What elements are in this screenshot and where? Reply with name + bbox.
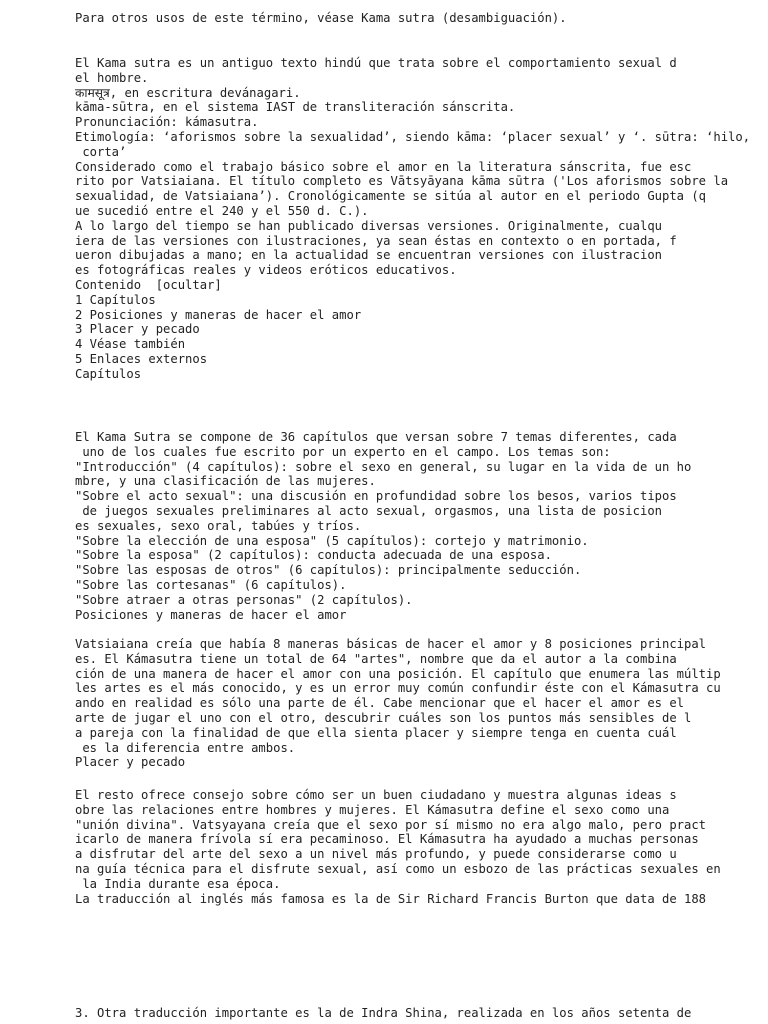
text-line: El Kama Sutra se compone de 36 capítulos que versan sobre 7 temas diferentes, cada bbox=[75, 430, 677, 444]
text-line: es sexuales, sexo oral, tabúes y tríos. bbox=[75, 518, 362, 533]
text-line: "Sobre la elección de una esposa" (5 capítulos): cortejo y matrimonio. bbox=[75, 533, 589, 548]
text-line: de juegos sexuales preliminares al acto sexual, orgasmos, una lista de posicion bbox=[75, 503, 662, 518]
text-line: "unión divina". Vatsyayana creía que el sexo por sí mismo no era algo malo, pero pract bbox=[75, 817, 707, 832]
toc-item[interactable]: 3 Placer y pecado bbox=[75, 322, 200, 337]
text-line: Para otros usos de este término, véase Kama sutra (desambiguación). bbox=[75, 11, 567, 25]
text-line: "Sobre las esposas de otros" (6 capítulos): principalmente seducción. bbox=[75, 563, 582, 578]
text-line: a pareja con la finalidad de que ella sienta placer y siempre tenga en cuenta cuál bbox=[75, 725, 677, 740]
text-line: es la diferencia entre ambos. bbox=[75, 740, 296, 755]
toc-item[interactable]: 4 Véase también bbox=[75, 337, 186, 352]
text-line: sexualidad, de Vatsiaiana’). Cronológicamente se sitúa al autor en el periodo Gupta (q bbox=[75, 189, 707, 204]
intro-section bbox=[75, 56, 765, 382]
text-line: obre las relaciones entre hombres y mujeres. El Kámasutra define el sexo como una bbox=[75, 802, 670, 817]
section-heading: Placer y pecado bbox=[75, 755, 186, 770]
text-line: "Sobre el acto sexual": una discusión en profundidad sobre los besos, varios tipos bbox=[75, 489, 677, 504]
text-line: les artes es el más conocido, y es un error muy común confundir éste con el Kámasutra cu bbox=[75, 681, 721, 696]
text-line: ción de una manera de hacer el amor con una posición. El capítulo que enumera las múltip bbox=[75, 666, 721, 681]
toc-item[interactable]: 2 Posiciones y maneras de hacer el amor bbox=[75, 307, 362, 322]
text-line: mbre, y una clasificación de las mujeres. bbox=[75, 474, 376, 489]
text-line: कामसूत्र, en escritura devánagari. bbox=[75, 85, 301, 100]
toc-item[interactable]: 1 Capítulos bbox=[75, 292, 156, 307]
footer-fragment bbox=[75, 1006, 765, 1021]
text-line: El resto ofrece consejo sobre cómo ser un buen ciudadano y muestra algunas ideas s bbox=[75, 788, 677, 802]
toc-heading[interactable]: Contenido [ocultar] bbox=[75, 277, 222, 292]
pleasure-section bbox=[75, 788, 765, 906]
section-heading: Posiciones y maneras de hacer el amor bbox=[75, 607, 347, 622]
text-line: 3. Otra traducción importante es la de Indra Shina, realizada en los años setenta de bbox=[75, 1006, 692, 1020]
text-line: "Sobre las cortesanas" (6 capítulos). bbox=[75, 577, 347, 592]
text-line: ueron dibujadas a mano; en la actualidad se encuentran versiones con ilustracion bbox=[75, 248, 662, 263]
positions-section bbox=[75, 637, 765, 770]
chapters-section bbox=[75, 430, 765, 622]
text-line: Pronunciación: kámasutra. bbox=[75, 115, 259, 130]
text-line: rito por Vatsiaiana. El título completo es Vātsyāyana kāma sūtra ('Los aforismos sobre la bbox=[75, 174, 729, 189]
disambiguation-note bbox=[75, 11, 765, 26]
toc-item[interactable]: 5 Enlaces externos bbox=[75, 351, 208, 366]
text-line: "Sobre la esposa" (2 capítulos): conducta adecuada de una esposa. bbox=[75, 548, 552, 563]
text-line: La traducción al inglés más famosa es la de Sir Richard Francis Burton que data de 188 bbox=[75, 891, 707, 906]
text-line: corta’ bbox=[75, 144, 127, 159]
text-line: "Introducción" (4 capítulos): sobre el sexo en general, su lugar en la vida de un ho bbox=[75, 459, 692, 474]
text-line: A lo largo del tiempo se han publicado diversas versiones. Originalmente, cualqu bbox=[75, 218, 662, 233]
text-line: ando en realidad es sólo una parte de él. Cabe mencionar que el hacer el amor es el bbox=[75, 696, 685, 711]
text-line: iera de las versiones con ilustraciones, ya sean éstas en contexto o en portada, f bbox=[75, 233, 677, 248]
text-line: na guía técnica para el disfrute sexual, así como un esbozo de las prácticas sexuales en bbox=[75, 861, 721, 876]
text-line: "Sobre atraer a otras personas" (2 capítulos). bbox=[75, 592, 413, 607]
text-line: Considerado como el trabajo básico sobre el amor en la literatura sánscrita, fue esc bbox=[75, 159, 692, 174]
text-line: es fotográficas reales y videos eróticos educativos. bbox=[75, 263, 457, 278]
text-line: la India durante esa época. bbox=[75, 876, 281, 891]
text-line: uno de los cuales fue escrito por un experto en el campo. Los temas son: bbox=[75, 444, 611, 459]
text-line: Vatsiaiana creía que había 8 maneras básicas de hacer el amor y 8 posiciones principal bbox=[75, 637, 707, 651]
text-line: icarlo de manera frívola sí era pecaminoso. El Kámasutra ha ayudado a muchas personas bbox=[75, 832, 699, 847]
text-line: a disfrutar del arte del sexo a un nivel más profundo, y puede considerarse como u bbox=[75, 847, 677, 862]
text-line: el hombre. bbox=[75, 70, 149, 85]
section-heading: Capítulos bbox=[75, 366, 142, 381]
text-line: arte de jugar el uno con el otro, descubrir cuáles son los puntos más sensibles de l bbox=[75, 710, 692, 725]
text-line: El Kama sutra es un antiguo texto hindú que trata sobre el comportamiento sexual d bbox=[75, 56, 677, 70]
text-line: Etimología: ‘aforismos sobre la sexualidad’, siendo kāma: ‘placer sexual’ y ‘. sūtra: ‘hilo, bbox=[75, 129, 751, 144]
text-line: kāma-sūtra, en el sistema IAST de transliteración sánscrita. bbox=[75, 100, 516, 115]
text-line: ue sucedió entre el 240 y el 550 d. C.). bbox=[75, 203, 369, 218]
text-line: es. El Kámasutra tiene un total de 64 "artes", nombre que da el autor a la combina bbox=[75, 651, 677, 666]
